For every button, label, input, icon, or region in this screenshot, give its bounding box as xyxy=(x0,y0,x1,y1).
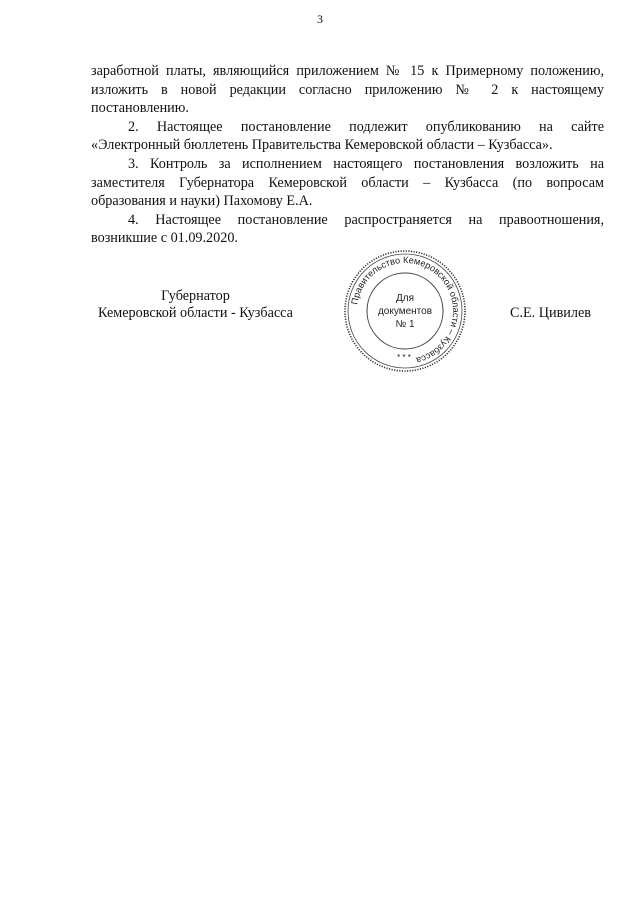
document-body xyxy=(91,62,604,248)
signatory-title-line-2: Кемеровской области - Кузбасса xyxy=(98,305,293,321)
paragraph-4: 4. Настоящее постановление распространяется на правоотношения, возникшие с 01.09.2020. xyxy=(91,211,604,247)
page-number: 3 xyxy=(317,12,323,26)
seal-ring-text: Правительство Кемеровской области – Кузбасса xyxy=(349,254,462,366)
official-seal xyxy=(342,248,468,374)
seal-center-line-3: № 1 xyxy=(395,319,415,330)
signatory-title xyxy=(88,288,303,322)
signatory-title-line-1: Губернатор xyxy=(161,288,230,304)
paragraph-2: 2. Настоящее постановление подлежит опубликованию на сайте «Электронный бюллетень Правительства Кемеровской области – Кузбасса». xyxy=(91,118,604,154)
signatory-name: С.Е. Цивилев xyxy=(510,305,591,321)
paragraph-3: 3. Контроль за исполнением настоящего постановления возложить на заместителя Губернатора Кемеровской области – Кузбасса (по вопросам образования и науки) Пахомову Е.А. xyxy=(91,155,604,210)
seal-center-line-1: Для xyxy=(395,293,415,304)
seal-center-line-2: документов xyxy=(377,306,433,317)
paragraph-1: заработной платы, являющийся приложением № 15 к Примерному положению, изложить в новой редакции согласно приложению № 2 к настоящему постановлению. xyxy=(91,63,604,117)
seal-stars: * * * xyxy=(397,353,411,362)
